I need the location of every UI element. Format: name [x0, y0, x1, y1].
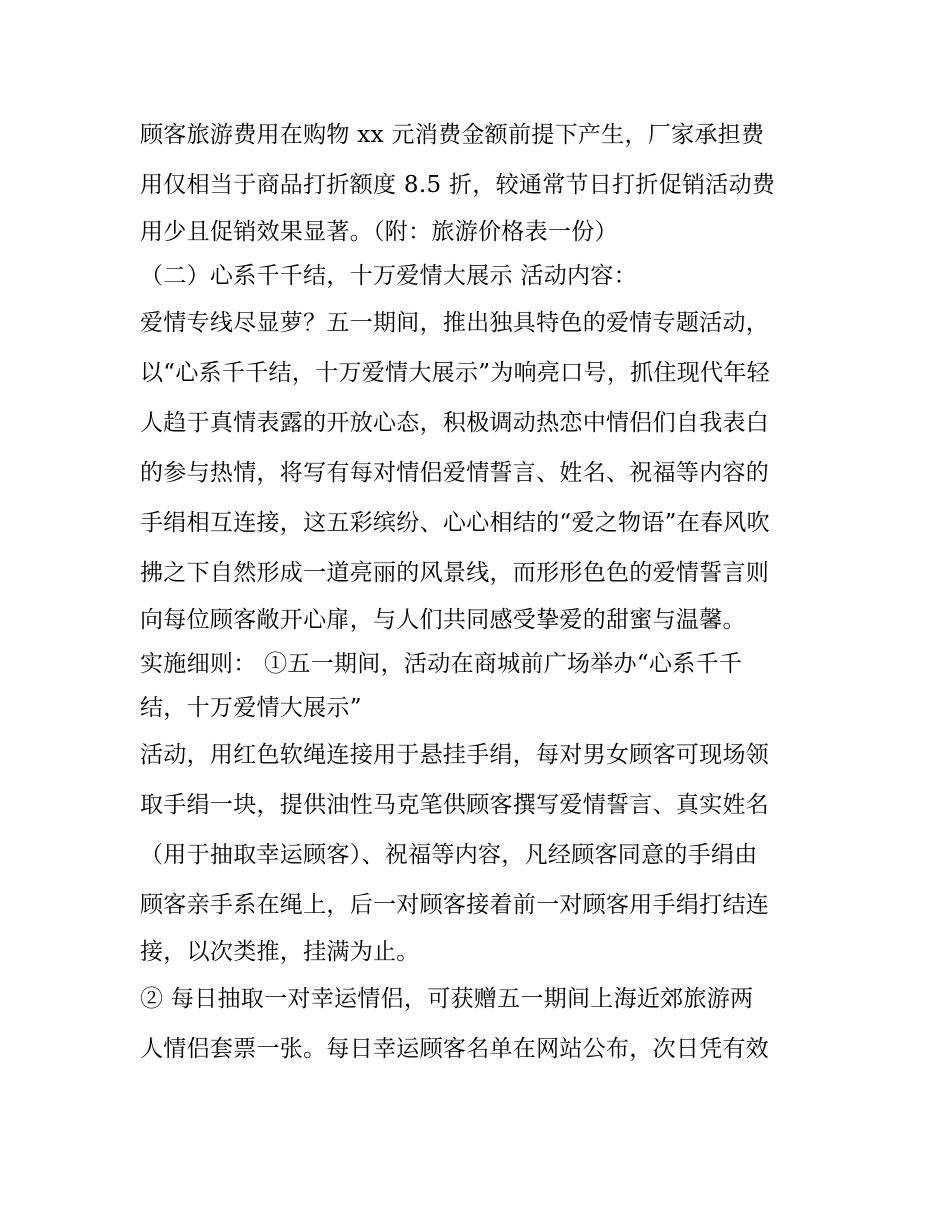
- text-line-17: 顾客亲手系在绳上，后一对顾客接着前一对顾客用手绢打结连: [140, 892, 770, 918]
- document-body: [140, 110, 820, 1074]
- text-line-15: 取手绢一块，提供油性马克笔供顾客撰写爱情誓言、真实姓名: [140, 792, 770, 818]
- text-line-8: 的参与热情，将写有每对情侣爱情誓言、姓名、祝福等内容的: [140, 460, 770, 486]
- text-line-19: ② 每日抽取一对幸运情侣，可获赠五一期间上海近郊旅游两: [140, 986, 754, 1012]
- text-line-1: 顾客旅游费用在购物 xx 元消费金额前提下产生，厂家承担费: [140, 122, 765, 148]
- text-line-16: （用于抽取幸运顾客）、祝福等内容，凡经顾客同意的手绢由: [140, 842, 758, 868]
- text-line-9: 手绢相互连接，这五彩缤纷、心心相结的“爱之物语”在春风吹: [140, 510, 770, 536]
- text-line-14: 活动，用红色软绳连接用于悬挂手绢，每对男女顾客可现场领: [140, 742, 770, 768]
- section-heading: （二）心系千千结，十万爱情大展示 活动内容：: [140, 263, 637, 289]
- text-line-10: 拂之下自然形成一道亮丽的风景线，而形形色色的爱情誓言则: [140, 560, 770, 586]
- text-line-20: 人情侣套票一张。每日幸运顾客名单在网站公布，次日凭有效: [140, 1036, 770, 1062]
- text-line-7: 人趋于真情表露的开放心态，积极调动热恋中情侣们自我表白: [140, 410, 770, 436]
- text-line-3: 用少且促销效果显著。（附：旅游价格表一份）: [140, 219, 618, 245]
- text-line-5: 爱情专线尽显萝？五一期间，推出独具特色的爱情专题活动，: [140, 310, 770, 336]
- text-line-12: 实施细则： ①五一期间，活动在商城前广场举办“心系千千: [140, 651, 743, 677]
- text-line-6: 以“心系千千结，十万爱情大展示”为响亮口号，抓住现代年轻: [140, 360, 770, 386]
- text-line-13: 结，十万爱情大展示”: [140, 695, 362, 721]
- text-line-2: 用仅相当于商品打折额度 8.5 折，较通常节日打折促销活动费: [140, 172, 776, 198]
- text-line-18: 接，以次类推，挂满为止。: [140, 939, 420, 965]
- text-line-11: 向每位顾客敞开心扉，与人们共同感受挚爱的甜蜜与温馨。: [140, 607, 746, 633]
